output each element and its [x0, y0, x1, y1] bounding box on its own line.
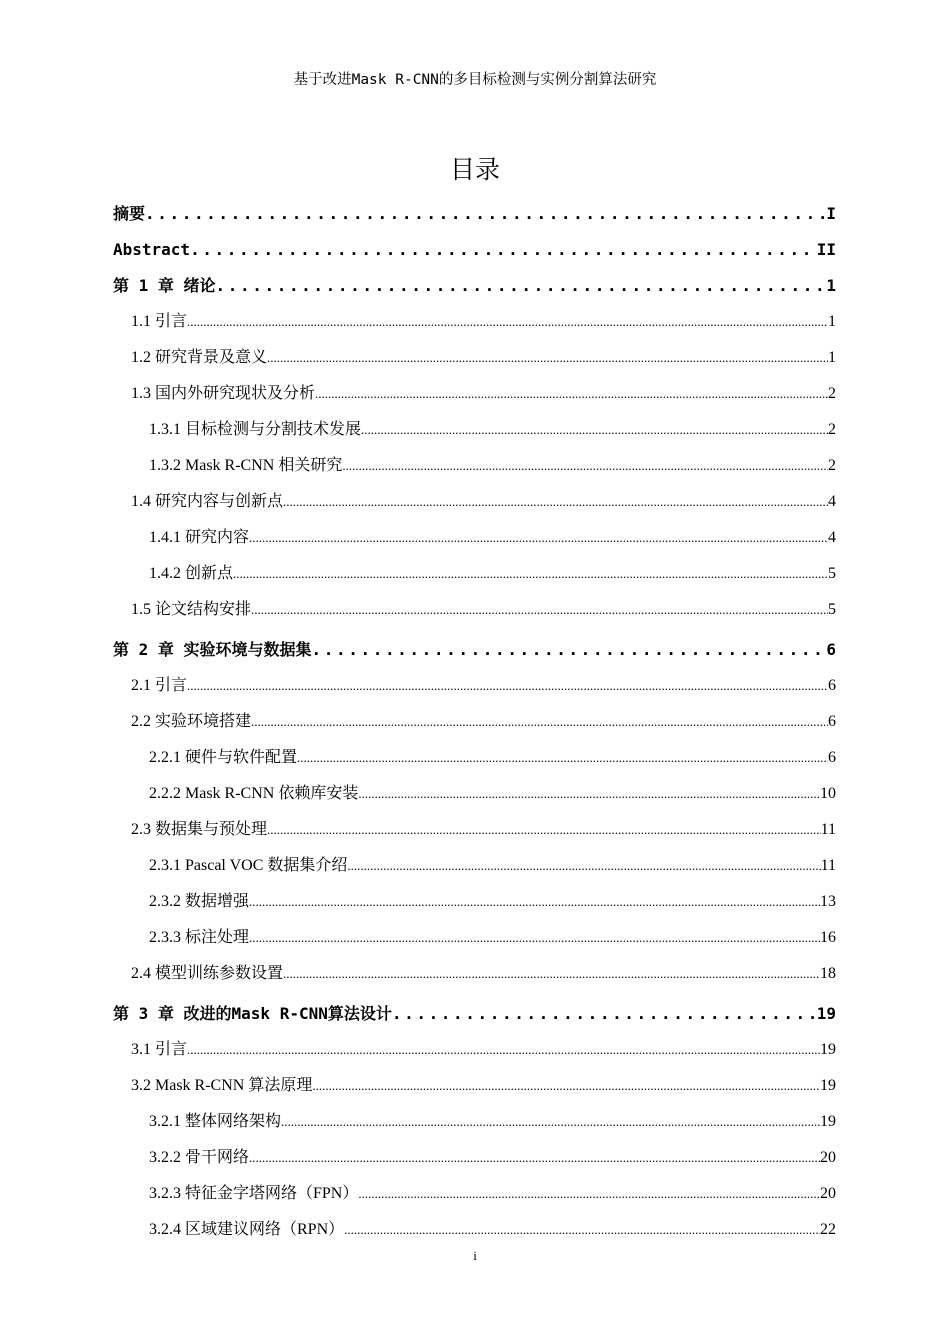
dot-leader [361, 412, 828, 448]
dot-leader [145, 196, 826, 232]
toc-entry-label: 1.2 研究背景及意义 [131, 349, 268, 366]
toc-entry-1-5[interactable] [113, 592, 836, 628]
toc-entry-page: 18 [820, 965, 836, 982]
toc-entry-1-3[interactable] [113, 376, 836, 412]
toc-entry-2-2-2[interactable] [113, 776, 836, 812]
dot-leader [283, 484, 828, 520]
toc-entry-page: 10 [820, 785, 836, 802]
dot-leader [392, 996, 817, 1032]
toc-entry-label: 2.2.1 硬件与软件配置 [149, 749, 298, 766]
toc-entry-page: 1 [828, 349, 836, 366]
toc-entry-page: II [816, 240, 836, 259]
dot-leader [347, 848, 820, 884]
dot-leader [281, 1104, 820, 1140]
toc-entry-2-3-3[interactable] [113, 920, 836, 956]
toc-entry-label: 3.2.4 区域建议网络（RPN） [149, 1221, 345, 1238]
toc-entry-page: 11 [820, 857, 836, 874]
toc-entry-page: 5 [828, 601, 836, 618]
toc-entry-chapter-3[interactable] [113, 996, 836, 1032]
toc-entry-3-2-2[interactable] [113, 1140, 836, 1176]
toc-entry-page: 4 [828, 493, 836, 510]
toc-entry-2-3-1[interactable] [113, 848, 836, 884]
toc-entry-label: 3.2.1 整体网络架构 [149, 1113, 282, 1130]
toc-entry-label: 摘要 [113, 204, 146, 223]
toc-entry-page: 19 [820, 1113, 836, 1130]
toc-entry-2-3-2[interactable] [113, 884, 836, 920]
toc-entry-2-3[interactable] [113, 812, 836, 848]
toc-entry-page: 6 [828, 713, 836, 730]
toc-entry-label: 第 3 章 改进的Mask R-CNN算法设计 [113, 1004, 392, 1023]
toc-entry-3-2-1[interactable] [113, 1104, 836, 1140]
dot-leader [315, 376, 828, 412]
toc-entry-label: 1.3.1 目标检测与分割技术发展 [149, 421, 362, 438]
dot-leader [297, 740, 828, 776]
dot-leader [283, 956, 820, 992]
toc-entry-3-1[interactable] [113, 1032, 836, 1068]
toc-entry-label: 第 2 章 实验环境与数据集 [113, 640, 312, 659]
dot-leader [358, 776, 820, 812]
toc-entry-label: 3.2 Mask R-CNN 算法原理 [131, 1077, 313, 1094]
toc-entry-label: 1.4.2 创新点 [149, 565, 234, 582]
table-of-contents [113, 196, 836, 1248]
toc-entry-label: 1.4.1 研究内容 [149, 529, 250, 546]
toc-entry-page: 1 [826, 276, 836, 295]
toc-entry-label: 2.3.2 数据增强 [149, 893, 250, 910]
toc-entry-page: 19 [816, 1004, 836, 1023]
dot-leader [312, 632, 827, 668]
toc-entry-1-2[interactable] [113, 340, 836, 376]
toc-entry-page: 19 [820, 1041, 836, 1058]
toc-entry-label: 1.3 国内外研究现状及分析 [131, 385, 316, 402]
toc-entry-label: 2.3.1 Pascal VOC 数据集介绍 [149, 857, 348, 874]
toc-entry-2-4[interactable] [113, 956, 836, 992]
toc-entry-chapter-2[interactable] [113, 632, 836, 668]
dot-leader [187, 304, 828, 340]
toc-entry-abstract-en[interactable] [113, 232, 836, 268]
toc-entry-label: 2.4 模型训练参数设置 [131, 965, 284, 982]
dot-leader [249, 1140, 820, 1176]
page-number: i [473, 1248, 477, 1263]
toc-entry-3-2-4[interactable] [113, 1212, 836, 1248]
toc-entry-page: 2 [828, 385, 836, 402]
toc-entry-abstract-cn[interactable] [113, 196, 836, 232]
toc-entry-page: 6 [828, 749, 836, 766]
dot-leader [249, 884, 820, 920]
toc-entry-label: 第 1 章 绪论 [113, 276, 216, 295]
toc-entry-label: 2.2.2 Mask R-CNN 依赖库安装 [149, 785, 359, 802]
toc-entry-page: 6 [826, 640, 836, 659]
toc-entry-label: 3.2.3 特征金字塔网络（FPN） [149, 1185, 359, 1202]
toc-entry-1-3-1[interactable] [113, 412, 836, 448]
dot-leader [267, 340, 828, 376]
toc-entry-label: 2.2 实验环境搭建 [131, 713, 252, 730]
toc-entry-1-3-2[interactable] [113, 448, 836, 484]
toc-entry-page: 1 [828, 313, 836, 330]
toc-title: 目录 [449, 155, 500, 184]
toc-entry-1-4[interactable] [113, 484, 836, 520]
toc-entry-label: Abstract [113, 240, 191, 259]
toc-entry-label: 2.1 引言 [131, 677, 188, 694]
toc-entry-page: 2 [828, 421, 836, 438]
toc-entry-page: 19 [820, 1077, 836, 1094]
toc-entry-1-4-1[interactable] [113, 520, 836, 556]
dot-leader [342, 448, 828, 484]
running-header: 基于改进Mask R-CNN的多目标检测与实例分割算法研究 [293, 72, 657, 88]
dot-leader [251, 704, 828, 740]
toc-entry-page: 2 [828, 457, 836, 474]
toc-entry-page: 4 [828, 529, 836, 546]
toc-entry-3-2-3[interactable] [113, 1176, 836, 1212]
toc-entry-page: 16 [820, 929, 836, 946]
toc-entry-label: 1.4 研究内容与创新点 [131, 493, 284, 510]
toc-entry-page: 20 [820, 1185, 836, 1202]
toc-entry-chapter-1[interactable] [113, 268, 836, 304]
dot-leader [233, 556, 828, 592]
toc-entry-label: 2.3 数据集与预处理 [131, 821, 268, 838]
toc-entry-page: 5 [828, 565, 836, 582]
toc-entry-1-4-2[interactable] [113, 556, 836, 592]
toc-entry-page: 6 [828, 677, 836, 694]
dot-leader [267, 812, 821, 848]
toc-entry-3-2[interactable] [113, 1068, 836, 1104]
toc-entry-2-2[interactable] [113, 704, 836, 740]
dot-leader [358, 1176, 820, 1212]
toc-entry-page: I [826, 204, 836, 223]
toc-entry-page: 20 [820, 1149, 836, 1166]
toc-entry-1-1[interactable] [113, 304, 836, 340]
dot-leader [187, 1032, 820, 1068]
toc-entry-label: 1.5 论文结构安排 [131, 601, 252, 618]
toc-entry-2-1[interactable] [113, 668, 836, 704]
toc-entry-2-2-1[interactable] [113, 740, 836, 776]
dot-leader [312, 1068, 820, 1104]
dot-leader [251, 592, 828, 628]
dot-leader [187, 668, 828, 704]
toc-entry-label: 3.1 引言 [131, 1041, 188, 1058]
toc-entry-label: 1.3.2 Mask R-CNN 相关研究 [149, 457, 343, 474]
dot-leader [249, 920, 820, 956]
toc-entry-page: 11 [820, 821, 836, 838]
dot-leader [249, 520, 828, 556]
toc-entry-label: 3.2.2 骨干网络 [149, 1149, 250, 1166]
dot-leader [190, 232, 817, 268]
dot-leader [216, 268, 827, 304]
toc-entry-page: 22 [820, 1221, 836, 1238]
toc-entry-label: 2.3.3 标注处理 [149, 929, 250, 946]
dot-leader [344, 1212, 820, 1248]
toc-entry-page: 13 [820, 893, 836, 910]
toc-entry-label: 1.1 引言 [131, 313, 188, 330]
